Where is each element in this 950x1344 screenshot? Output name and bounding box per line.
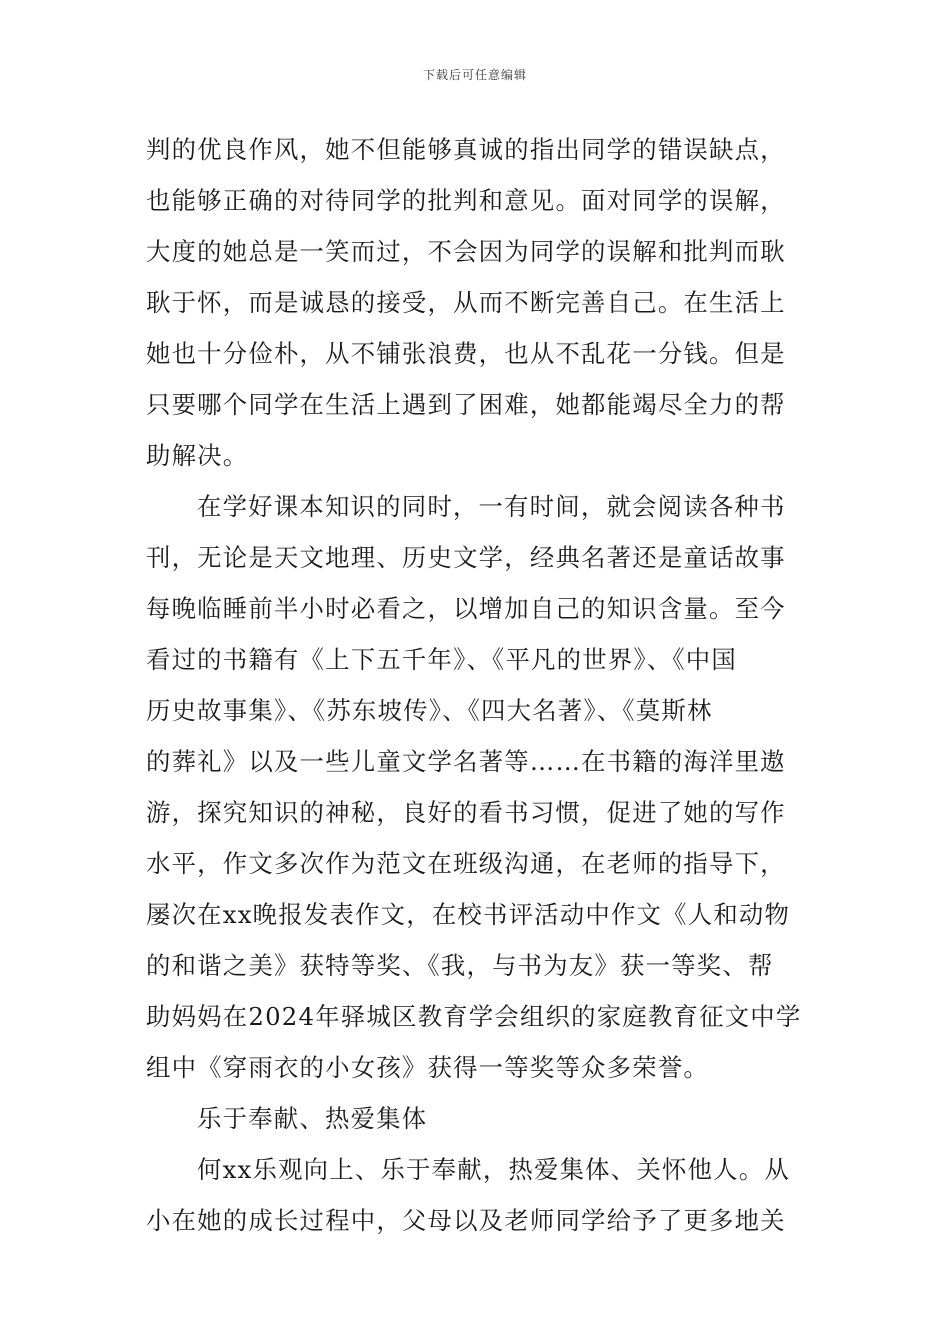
text-line: 组中《穿雨衣的小女孩》获得一等奖等众多荣誉。 xyxy=(146,1053,709,1082)
text-line: 的和谐之美》获特等奖、《我，与书为友》获一等奖、帮 xyxy=(146,951,774,980)
text-line: 的葬礼》以及一些儿童文学名著等……在书籍的海洋里遨 xyxy=(146,747,786,776)
text-line: 助妈妈在2024年驿城区教育学会组织的家庭教育征文中学 xyxy=(146,1002,802,1031)
page-header: 下载后可任意编辑 xyxy=(422,68,527,82)
text-line: 刊，无论是天文地理、历史文学，经典名著还是童话故事 xyxy=(146,543,786,572)
section-heading: 乐于奉献、热爱集体 xyxy=(197,1104,428,1133)
paragraph-start-line: 在学好课本知识的同时，一有时间，就会阅读各种书 xyxy=(197,492,786,521)
text-line: 历史故事集》、《苏东坡传》、《四大名著》、《莫斯林 xyxy=(146,696,713,725)
text-line: 小在她的成长过程中，父母以及老师同学给予了更多地关 xyxy=(146,1206,786,1235)
text-line: 她也十分俭朴，从不铺张浪费，也从不乱花一分钱。但是 xyxy=(146,339,786,368)
text-line: 屡次在xx晚报发表作文，在校书评活动中作文《人和动物 xyxy=(146,900,791,929)
text-line: 游，探究知识的神秘，良好的看书习惯，促进了她的写作 xyxy=(146,798,786,827)
paragraph-start-line: 何xx乐观向上、乐于奉献，热爱集体、关怀他人。从 xyxy=(197,1155,790,1184)
text-line: 判的优良作风，她不但能够真诚的指出同学的错误缺点， xyxy=(146,135,786,164)
text-line: 只要哪个同学在生活上遇到了困难，她都能竭尽全力的帮 xyxy=(146,390,786,419)
text-line: 每晚临睡前半小时必看之，以增加自己的知识含量。至今 xyxy=(146,594,786,623)
text-line: 水平，作文多次作为范文在班级沟通，在老师的指导下， xyxy=(146,849,786,878)
document-body xyxy=(146,124,806,1246)
text-line: 助解决。 xyxy=(146,441,249,470)
text-line: 耿于怀，而是诚恳的接受，从而不断完善自己。在生活上 xyxy=(146,288,786,317)
text-line: 也能够正确的对待同学的批判和意见。面对同学的误解， xyxy=(146,186,786,215)
text-line: 大度的她总是一笑而过，不会因为同学的误解和批判而耿 xyxy=(146,237,786,266)
text-line: 看过的书籍有《上下五千年》、《平凡的世界》、《中国 xyxy=(146,645,737,674)
